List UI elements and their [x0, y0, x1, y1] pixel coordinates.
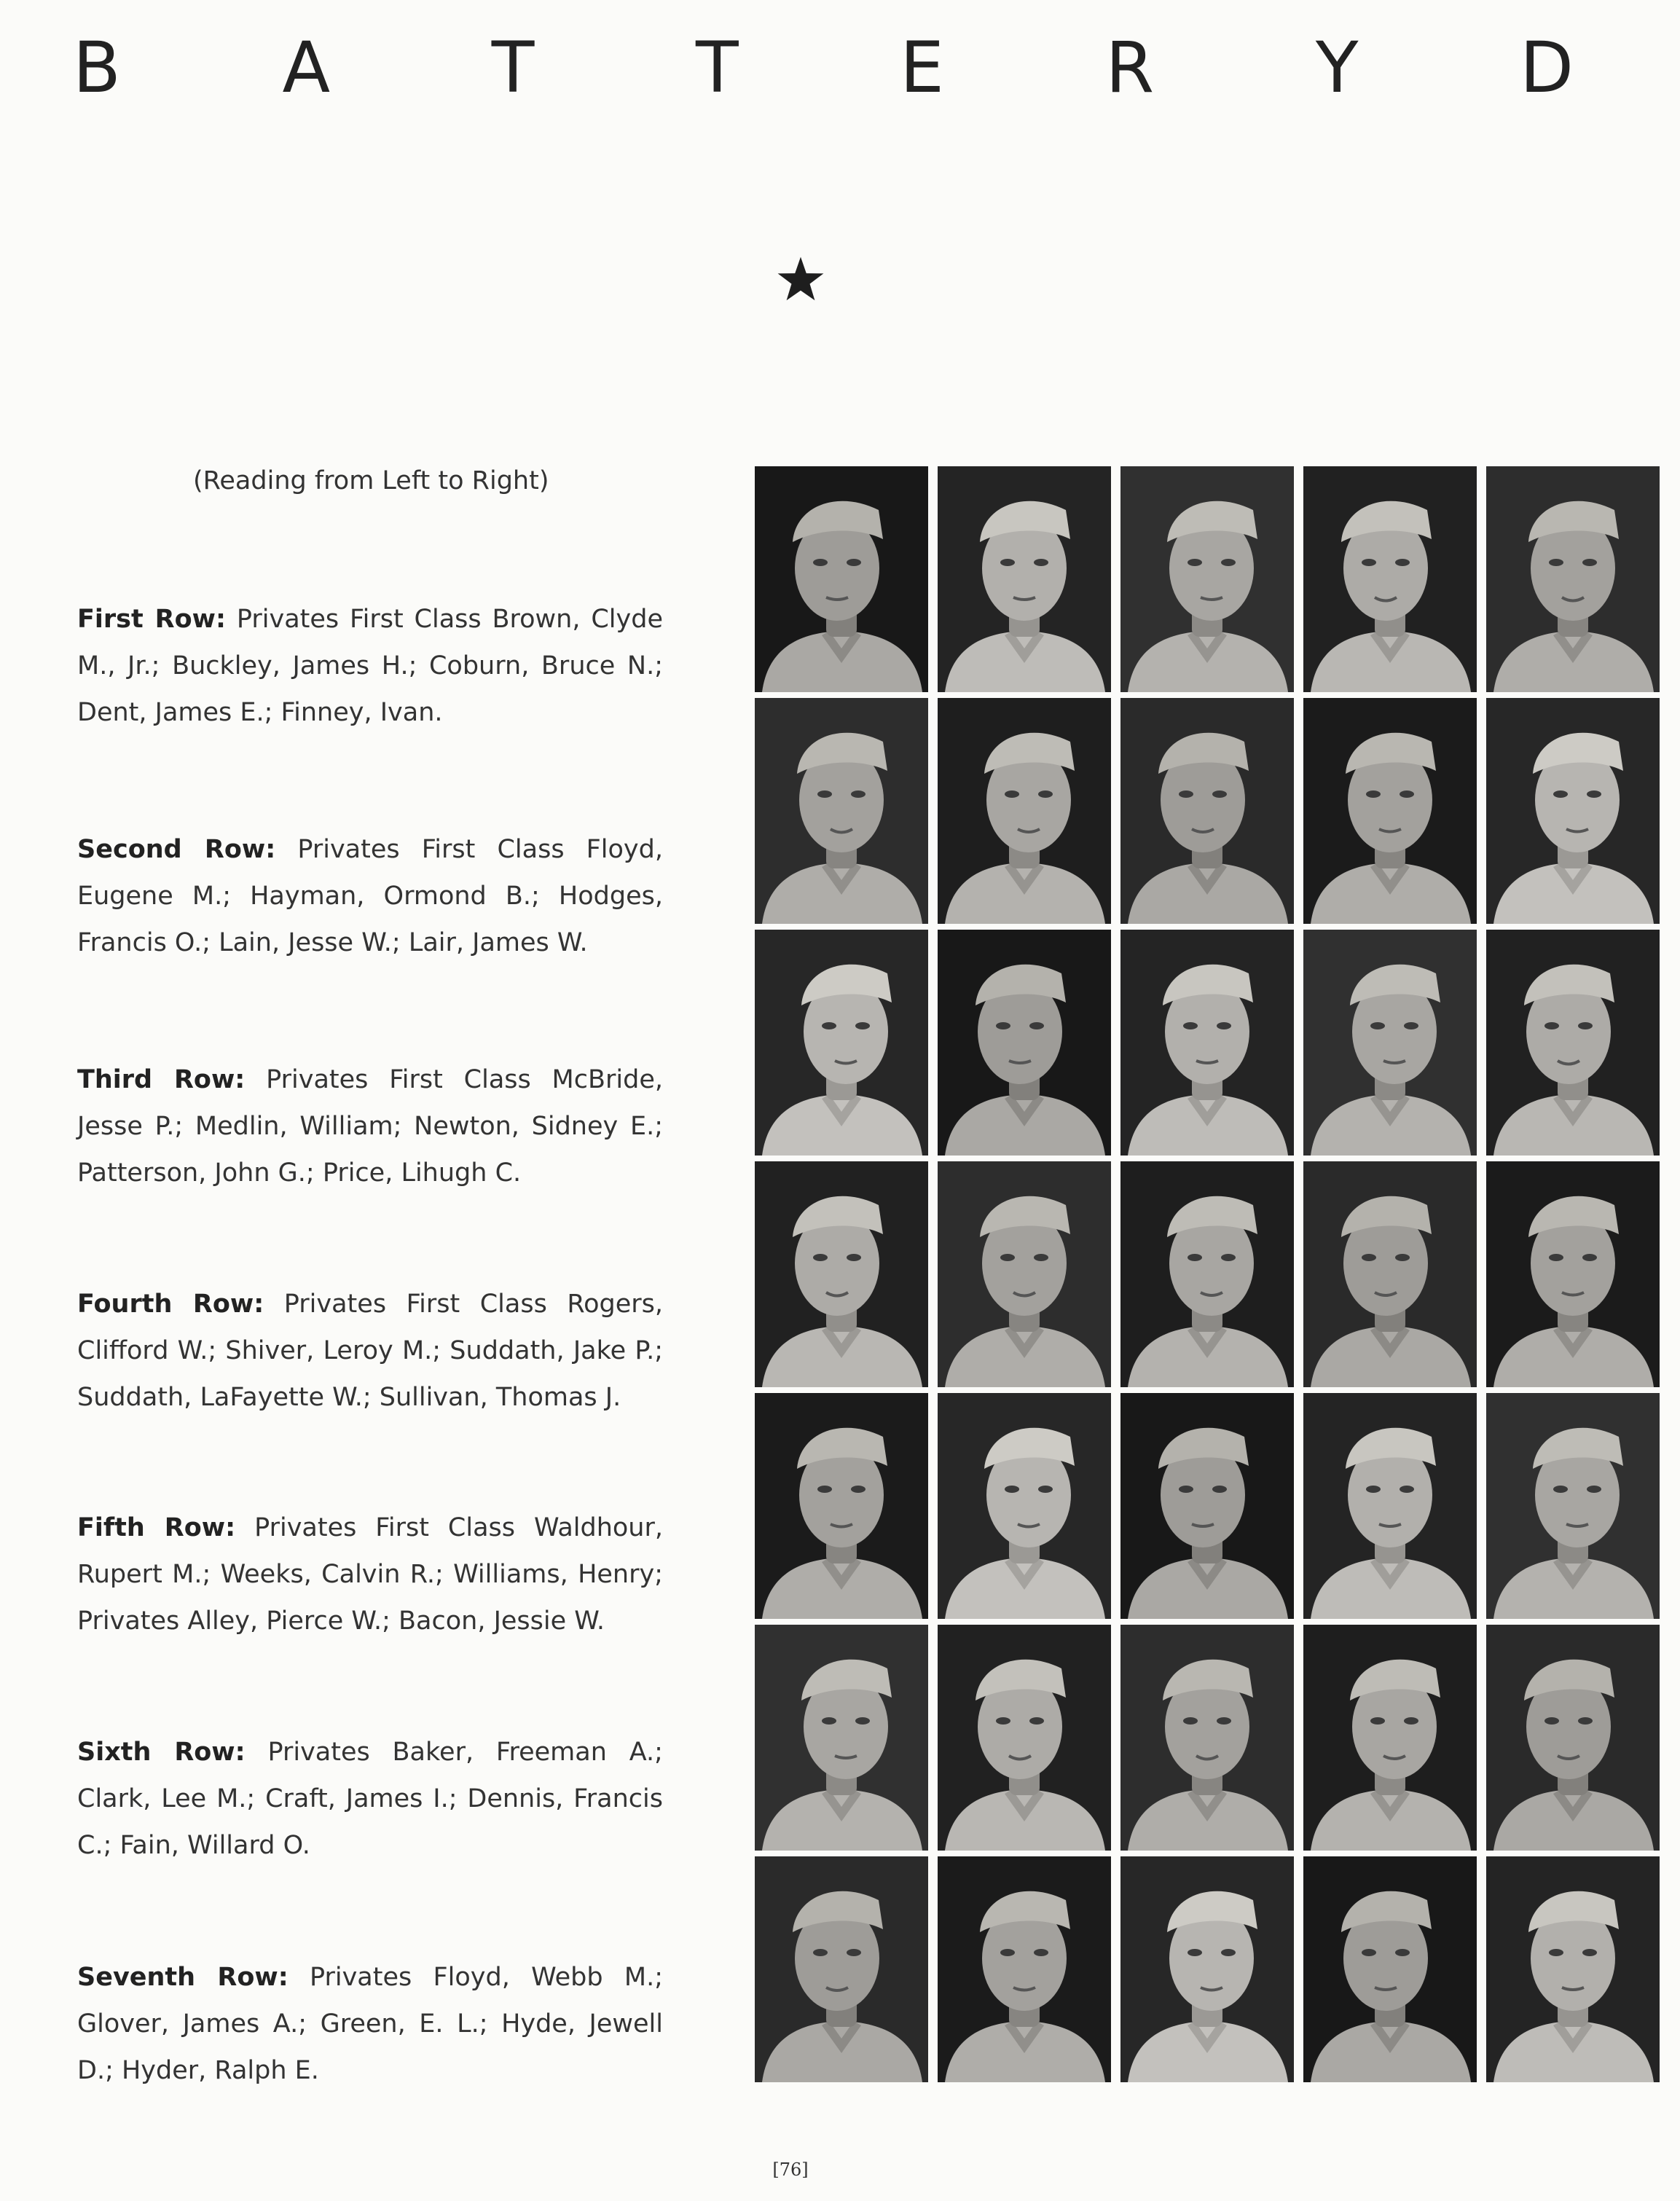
row-label: Second Row: — [77, 835, 276, 864]
portrait-photo — [755, 930, 928, 1156]
portrait-photo — [1303, 466, 1477, 692]
portrait-photo — [938, 1393, 1111, 1619]
row-label: Fifth Row: — [77, 1513, 236, 1542]
portrait-grid — [755, 466, 1660, 2082]
star-icon — [777, 255, 825, 303]
row-names: Privates Floyd, Webb M.; Glover, James A.; Green, E. L.; Hyde, Jewell D.; Hyder, Ralph E. — [77, 1963, 663, 2085]
portrait-photo — [1486, 1161, 1660, 1387]
row-label: Third Row: — [77, 1065, 246, 1094]
title-letter: A — [282, 27, 331, 109]
portrait-photo — [1486, 1393, 1660, 1619]
portrait-photo — [1120, 698, 1294, 924]
title-letter: E — [900, 27, 944, 109]
row-names: Privates First Class Brown, Clyde M., Jr.; Buckley, James H.; Coburn, Bruce N.; Dent, James E.; Finney, Ivan. — [77, 605, 663, 727]
portrait-photo — [755, 1856, 928, 2082]
portrait-photo — [1303, 1856, 1477, 2082]
row-caption-sixth — [77, 1729, 663, 1869]
row-names: Privates Baker, Freeman A.; Clark, Lee M.; Craft, James I.; Dennis, Francis C.; Fain, Willard O. — [77, 1738, 663, 1860]
row-caption-fifth — [77, 1504, 663, 1644]
portrait-photo — [1486, 930, 1660, 1156]
portrait-photo — [1120, 1393, 1294, 1619]
row-names: Privates First Class Rogers, Clifford W.; Shiver, Leroy M.; Suddath, Jake P.; Suddath, LaFayette W.; Sullivan, Thomas J. — [77, 1290, 663, 1412]
portrait-photo — [755, 698, 928, 924]
portrait-photo — [1303, 698, 1477, 924]
row-names: Privates First Class McBride, Jesse P.; Medlin, William; Newton, Sidney E.; Patterson, John G.; Price, Lihugh C. — [77, 1065, 663, 1188]
portrait-photo — [1303, 1393, 1477, 1619]
title-letter: R — [1105, 27, 1155, 109]
portrait-photo — [938, 1625, 1111, 1851]
portrait-photo — [1120, 1625, 1294, 1851]
row-label: Sixth Row: — [77, 1738, 246, 1767]
page-number: [76] — [772, 2159, 809, 2180]
portrait-photo — [1120, 1161, 1294, 1387]
row-label: Seventh Row: — [77, 1963, 288, 1992]
portrait-photo — [755, 1161, 928, 1387]
portrait-photo — [938, 930, 1111, 1156]
row-caption-seventh — [77, 1954, 663, 2094]
portrait-photo — [1303, 1625, 1477, 1851]
portrait-photo — [1120, 930, 1294, 1156]
reading-note: (Reading from Left to Right) — [193, 466, 549, 495]
portrait-photo — [755, 1393, 928, 1619]
row-names: Privates First Class Waldhour, Rupert M.; Weeks, Calvin R.; Williams, Henry; Privates Alley, Pierce W.; Bacon, Jessie W. — [77, 1513, 663, 1636]
title-letter: T — [696, 27, 739, 109]
portrait-photo — [755, 1625, 928, 1851]
portrait-photo — [938, 698, 1111, 924]
row-names: Privates First Class Floyd, Eugene M.; Hayman, Ormond B.; Hodges, Francis O.; Lain, Jesse W.; Lair, James W. — [77, 835, 663, 957]
title-letter: T — [491, 27, 535, 109]
portrait-photo — [1486, 466, 1660, 692]
portrait-photo — [1486, 698, 1660, 924]
row-caption-third — [77, 1056, 663, 1196]
row-label: First Row: — [77, 605, 226, 634]
portrait-photo — [938, 466, 1111, 692]
row-caption-second — [77, 826, 663, 966]
page-title — [73, 20, 1574, 115]
portrait-photo — [1303, 1161, 1477, 1387]
portrait-photo — [755, 466, 928, 692]
portrait-photo — [1486, 1625, 1660, 1851]
row-caption-fourth — [77, 1281, 663, 1421]
portrait-photo — [1120, 466, 1294, 692]
portrait-photo — [938, 1856, 1111, 2082]
row-caption-first — [77, 596, 663, 736]
portrait-photo — [1303, 930, 1477, 1156]
title-letter: B — [73, 27, 121, 109]
title-letter: D — [1520, 27, 1574, 109]
portrait-photo — [1486, 1856, 1660, 2082]
portrait-photo — [1120, 1856, 1294, 2082]
title-letter: Y — [1315, 27, 1359, 109]
row-label: Fourth Row: — [77, 1290, 264, 1319]
portrait-photo — [938, 1161, 1111, 1387]
